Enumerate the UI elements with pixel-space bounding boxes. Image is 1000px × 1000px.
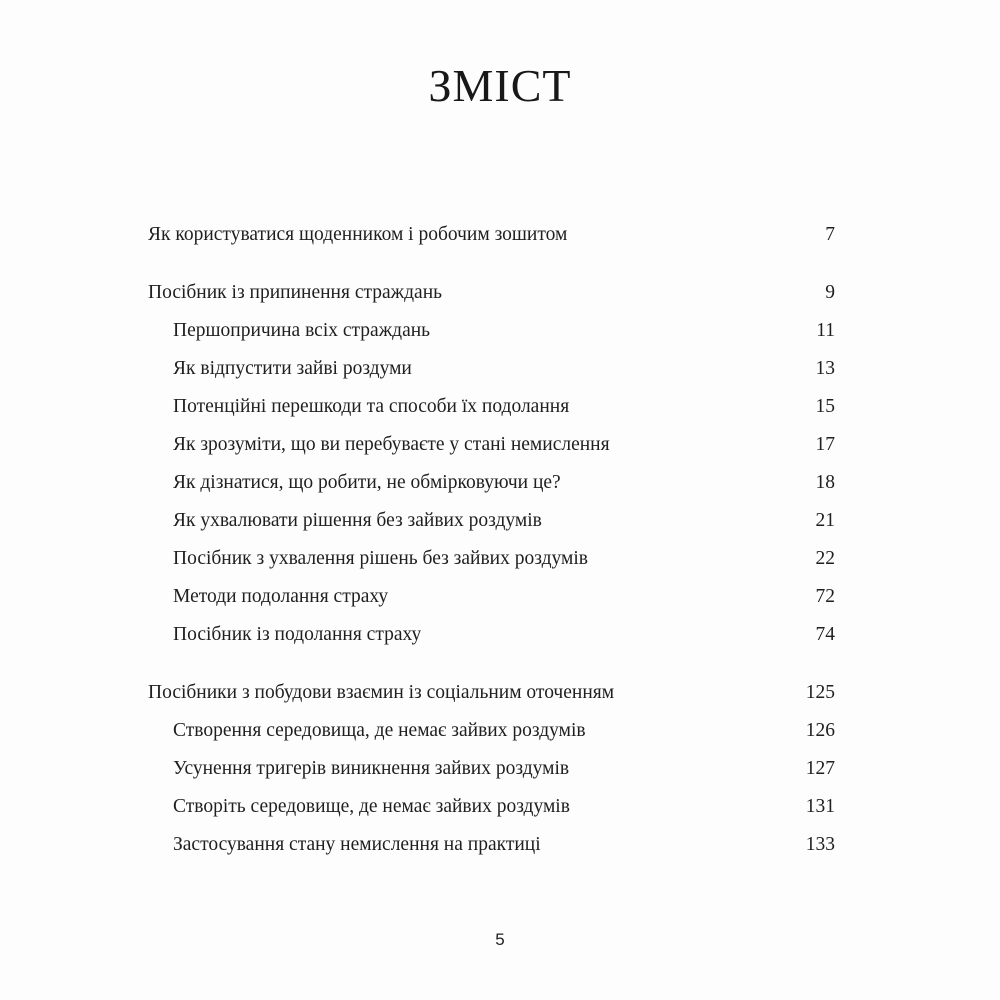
toc-entry-title: Посібники з побудови взаємин із соціальним оточенням [148, 681, 615, 703]
toc-entry-page-number: 74 [815, 623, 835, 645]
toc-entry [148, 788, 835, 826]
toc-entry [148, 350, 835, 388]
toc-entry-page-number: 21 [815, 509, 835, 531]
toc-entry-page-number: 72 [815, 585, 835, 607]
toc-entry-title: Як зрозуміти, що ви перебуваєте у стані немислення [173, 433, 610, 455]
toc-section [148, 274, 835, 654]
toc-entry-title: Застосування стану немислення на практиці [173, 833, 541, 855]
toc-entry [148, 502, 835, 540]
toc-entry-title: Створення середовища, де немає зайвих роздумів [173, 719, 586, 741]
toc-entry-page-number: 18 [815, 471, 835, 493]
toc-entry-title: Посібник із припинення страждань [148, 281, 443, 303]
toc-entry-page-number: 9 [825, 281, 835, 303]
toc-entry [148, 578, 835, 616]
toc-entry [148, 712, 835, 750]
toc-entry-page-number: 131 [805, 795, 835, 817]
toc-entry-page-number: 17 [815, 433, 835, 455]
toc-entry [148, 388, 835, 426]
toc-entry-title: Як відпустити зайві роздуми [173, 357, 412, 379]
toc-entry-title: Створіть середовище, де немає зайвих роздумів [173, 795, 570, 817]
toc-entry [148, 312, 835, 350]
toc-entry [148, 216, 835, 254]
toc-entry-title: Усунення тригерів виникнення зайвих роздумів [173, 757, 570, 779]
toc-entry [148, 426, 835, 464]
toc-entry [148, 674, 835, 712]
toc-entry-title: Першопричина всіх страждань [173, 319, 431, 341]
toc-entry-title: Як користуватися щоденником і робочим зошитом [148, 223, 568, 245]
toc-entry-page-number: 127 [805, 757, 835, 779]
page-title: ЗМІСТ [428, 60, 572, 111]
toc-entry-page-number: 11 [816, 319, 835, 341]
toc-entry-title: Методи подолання страху [173, 585, 389, 607]
toc-entry-page-number: 7 [825, 223, 835, 245]
toc-entry [148, 540, 835, 578]
toc-entry [148, 750, 835, 788]
toc-entry-page-number: 13 [815, 357, 835, 379]
toc-entry-title: Посібник з ухвалення рішень без зайвих роздумів [173, 547, 588, 569]
toc-entry [148, 616, 835, 654]
toc-section [148, 674, 835, 864]
folio-page-number: 5 [495, 930, 505, 949]
toc-entry-page-number: 126 [805, 719, 835, 741]
toc-entry-page-number: 15 [815, 395, 835, 417]
toc-entry-title: Як ухвалювати рішення без зайвих роздумів [173, 509, 542, 531]
toc-entry-title: Посібник із подолання страху [173, 623, 422, 645]
toc-section [148, 216, 835, 254]
toc-entry-title: Як дізнатися, що робити, не обмірковуючи це? [173, 471, 561, 493]
toc-entry [148, 826, 835, 864]
toc-entry [148, 274, 835, 312]
toc-entry-title: Потенційні перешкоди та способи їх подолання [173, 395, 570, 417]
toc-entry [148, 464, 835, 502]
toc-list [0, 216, 1000, 864]
toc-entry-page-number: 22 [815, 547, 835, 569]
toc-entry-page-number: 133 [805, 833, 835, 855]
toc-entry-page-number: 125 [805, 681, 835, 703]
